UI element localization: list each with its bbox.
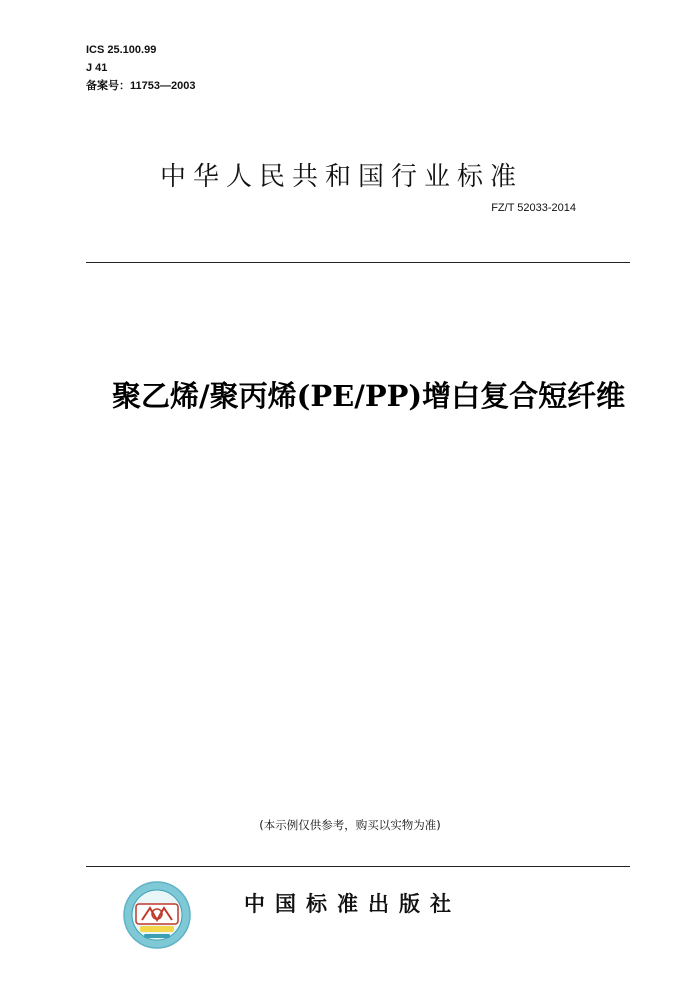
top-divider	[86, 262, 630, 263]
bottom-divider	[86, 866, 630, 867]
ics-code: ICS 25.100.99	[86, 44, 157, 56]
classification-code: J 41	[86, 62, 108, 74]
standard-type-heading: 中华人民共和国行业标准	[160, 162, 524, 192]
publisher-name: 中国标准出版社	[244, 892, 461, 916]
publisher-seal-icon	[122, 880, 192, 950]
record-number: 备案号：11753—2003	[86, 80, 196, 92]
sample-note: (本示例仅供参考，购买以实物为准)	[259, 818, 441, 832]
document-title: 聚乙烯/聚丙烯(PE/PP)增白复合短纤维	[112, 379, 626, 413]
standard-code: FZ/T 52033-2014	[491, 202, 576, 214]
